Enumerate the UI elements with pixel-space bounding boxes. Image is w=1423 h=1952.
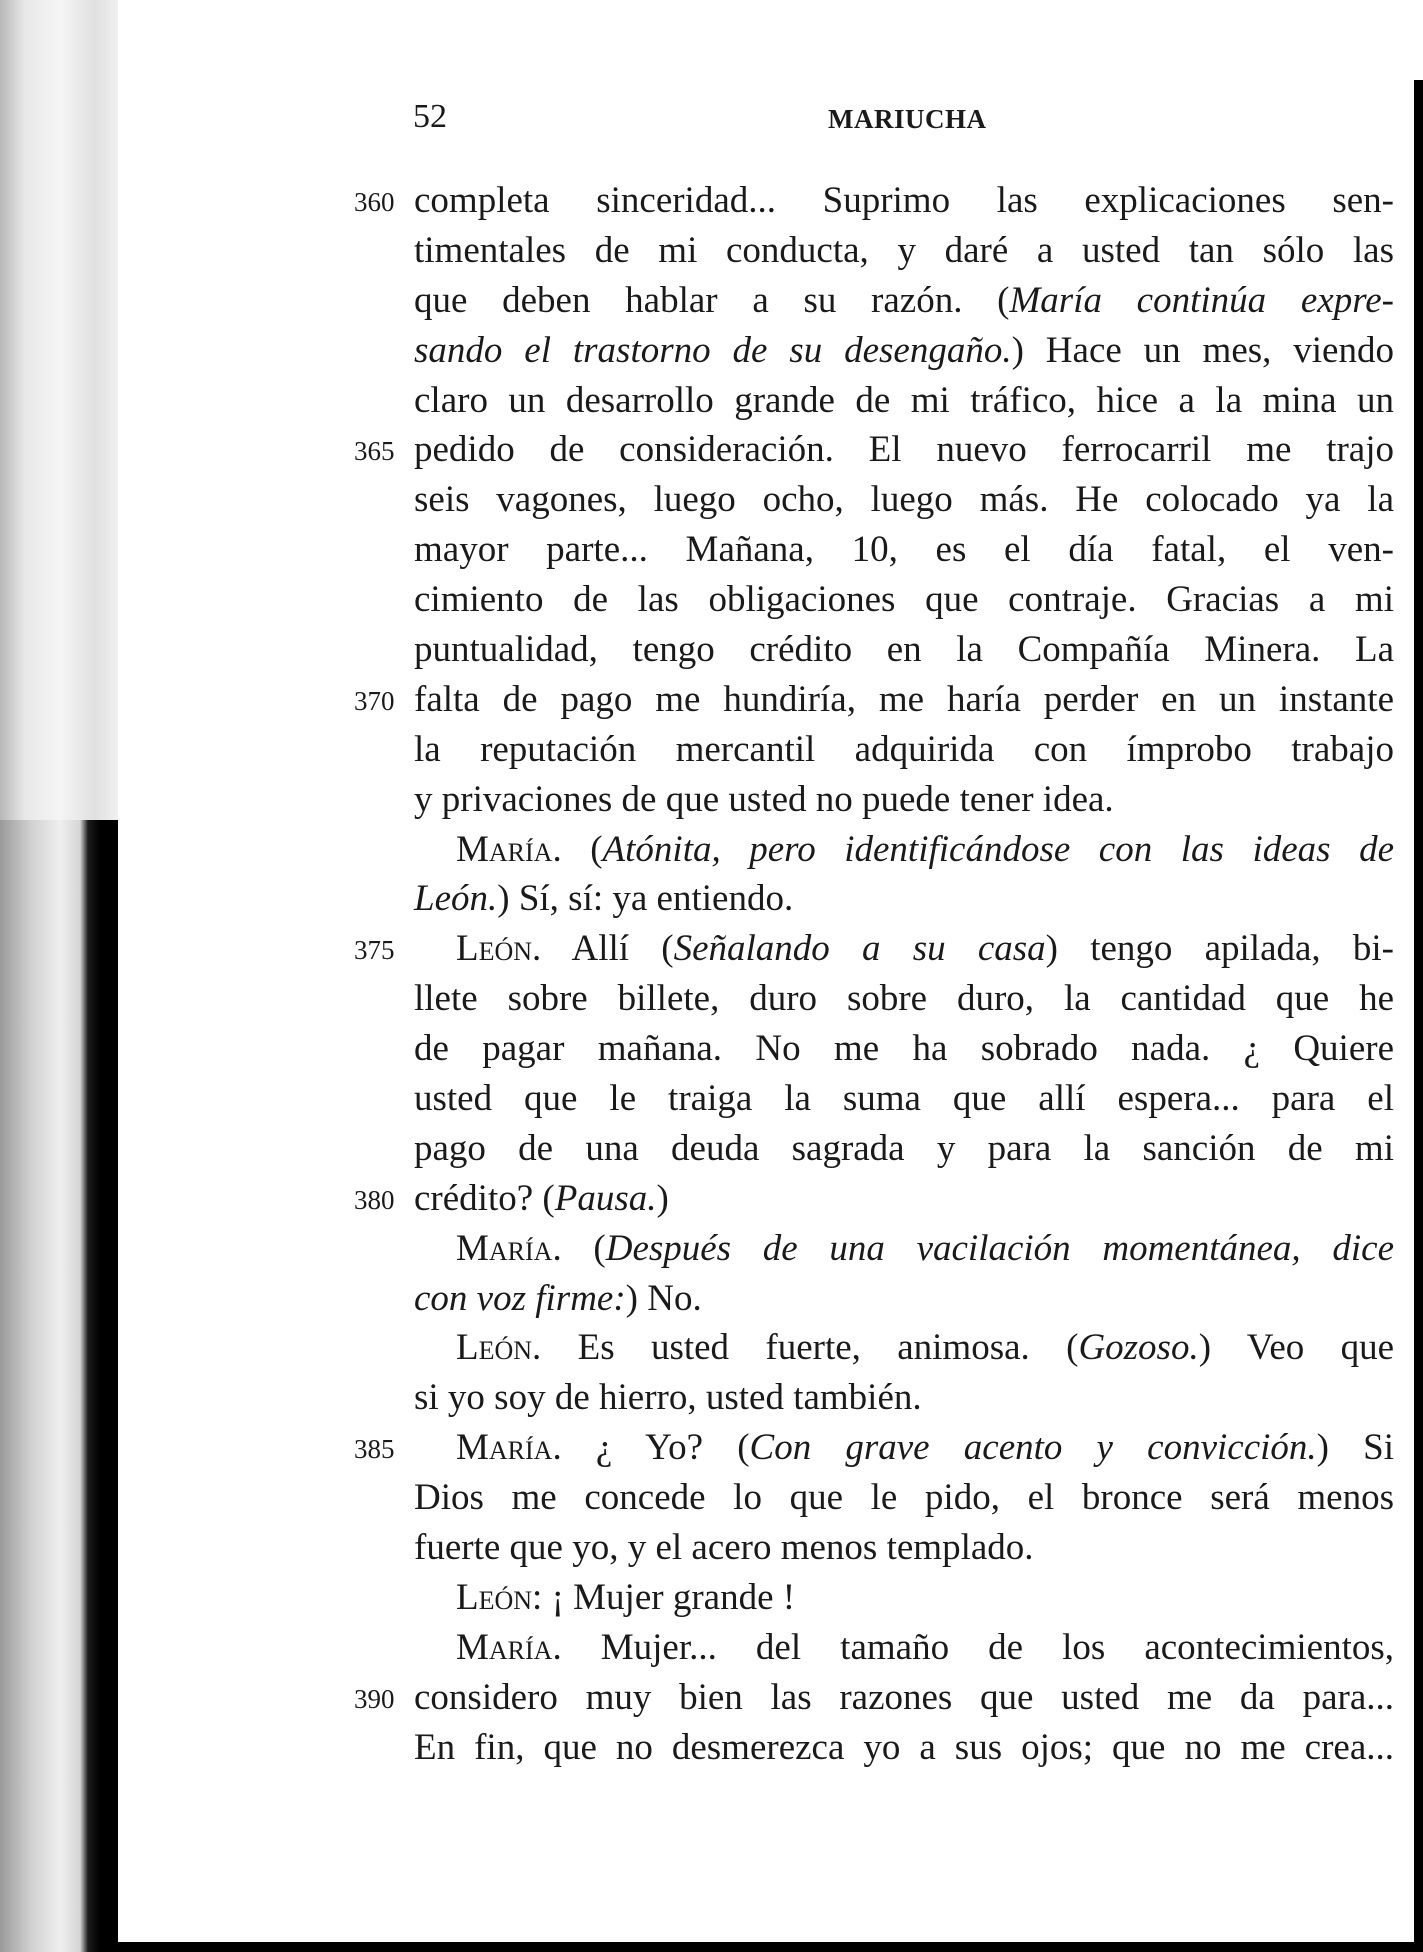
speaker-name: León. bbox=[456, 928, 542, 970]
stage-direction: Gozoso. bbox=[1078, 1327, 1199, 1369]
dialogue-text: ) bbox=[656, 1177, 669, 1219]
dialogue-text: llete sobre billete, duro sobre duro, la cantidad que he bbox=[414, 978, 1394, 1020]
dialogue-text: completa sinceridad... Suprimo las explicaciones sen- bbox=[414, 180, 1394, 221]
dialogue-text: ) tengo apilada, bi- bbox=[1045, 928, 1395, 970]
line-number: 360 bbox=[354, 187, 395, 217]
dialogue-text: fuerte que yo, y el acero menos templado. bbox=[414, 1527, 1034, 1569]
book-gutter-texture bbox=[0, 0, 118, 820]
stage-direction: sando el trastorno de su desengaño. bbox=[414, 329, 1012, 371]
dialogue-text: ( bbox=[561, 828, 603, 870]
running-title: MARIUCHA bbox=[828, 104, 987, 134]
dialogue-text: En fin, que no desmerezca yo a sus ojos; que no me crea... bbox=[414, 1726, 1394, 1768]
dialogue-text: ¿ Yo? ( bbox=[561, 1427, 750, 1469]
dialogue-text: Dios me concede lo que le pido, el bronce será menos bbox=[414, 1477, 1394, 1519]
text-line bbox=[414, 1024, 1394, 1074]
dialogue-text: timentales de mi conducta, y daré a usted tan sólo las bbox=[414, 229, 1394, 271]
page-body bbox=[354, 176, 1395, 1773]
dialogue-text: ( bbox=[561, 1227, 606, 1269]
stage-direction: Con grave acento y convicción. bbox=[749, 1427, 1317, 1469]
page-number: 52 bbox=[413, 98, 447, 135]
page-edge-bottom bbox=[118, 1942, 1423, 1952]
text-line bbox=[414, 825, 1394, 875]
text-line bbox=[414, 475, 1394, 525]
dialogue-text: la reputación mercantil adquirida con ímprobo trabajo bbox=[414, 728, 1394, 770]
speaker-name: León: bbox=[456, 1576, 543, 1618]
text-line bbox=[354, 1423, 1395, 1473]
text-line bbox=[414, 874, 1394, 924]
text-line bbox=[414, 376, 1394, 426]
line-number: 380 bbox=[354, 1184, 395, 1215]
dialogue-text: ) Veo que bbox=[1198, 1327, 1394, 1369]
text-line bbox=[414, 1623, 1394, 1673]
dialogue-text: Es usted fuerte, animosa. ( bbox=[541, 1327, 1079, 1369]
line-number: 365 bbox=[354, 436, 395, 467]
text-line bbox=[414, 1274, 1394, 1324]
stage-direction: Señalando a su casa bbox=[673, 928, 1046, 970]
dialogue-text: cimiento de las obligaciones que contraje. Gracias a mi bbox=[414, 579, 1394, 621]
dialogue-text: ) Hace un mes, viendo bbox=[1011, 329, 1394, 371]
dialogue-text: y privaciones de que usted no puede tener idea. bbox=[414, 778, 1114, 820]
dialogue-text: pago de una deuda sagrada y para la sanción de mi bbox=[414, 1127, 1394, 1169]
stage-direction: Pausa. bbox=[554, 1177, 657, 1219]
speaker-name: María. bbox=[456, 1427, 562, 1469]
text-line bbox=[414, 575, 1394, 625]
text-line bbox=[354, 425, 1394, 475]
speaker-name: León. bbox=[456, 1327, 542, 1369]
text-line bbox=[354, 924, 1395, 974]
dialogue-text: Mujer... del tamaño de los acontecimientos, bbox=[561, 1626, 1394, 1668]
text-line bbox=[414, 1523, 1394, 1573]
speaker-name: María. bbox=[456, 828, 562, 870]
text-line bbox=[354, 1174, 1394, 1224]
text-line bbox=[414, 1373, 1394, 1423]
dialogue-text: mayor parte... Mañana, 10, es el día fatal, el ven- bbox=[414, 529, 1394, 571]
dialogue-text: falta de pago me hundiría, me haría perder en un instante bbox=[414, 678, 1394, 720]
speaker-name: María. bbox=[456, 1227, 562, 1269]
text-line bbox=[414, 1323, 1394, 1373]
dialogue-text: claro un desarrollo grande de mi tráfico, hice a la mina un bbox=[414, 379, 1394, 421]
text-line bbox=[414, 525, 1394, 575]
text-line bbox=[414, 1573, 1394, 1623]
text-line bbox=[414, 625, 1394, 675]
text-line bbox=[414, 326, 1394, 376]
dialogue-text: crédito? ( bbox=[414, 1177, 555, 1219]
text-line bbox=[414, 1723, 1394, 1773]
text-line bbox=[414, 276, 1394, 326]
text-line bbox=[414, 1224, 1394, 1274]
dialogue-text: seis vagones, luego ocho, luego más. He colocado ya la bbox=[414, 479, 1394, 521]
line-number: 375 bbox=[354, 935, 395, 966]
text-line bbox=[414, 725, 1394, 775]
line-number: 370 bbox=[354, 685, 395, 716]
text-line bbox=[354, 1673, 1394, 1723]
dialogue-text: ¡ Mujer grande ! bbox=[542, 1576, 796, 1618]
text-line bbox=[414, 1124, 1394, 1174]
dialogue-text: ) Sí, sí: ya entiendo. bbox=[497, 878, 794, 920]
dialogue-text: que deben hablar a su razón. ( bbox=[414, 279, 1010, 321]
dialogue-text: si yo soy de hierro, usted también. bbox=[414, 1377, 922, 1419]
line-number: 385 bbox=[354, 1434, 395, 1465]
text-line bbox=[414, 974, 1394, 1024]
text-line bbox=[354, 675, 1394, 725]
stage-direction: Atónita, pero identificándose con las ideas de bbox=[602, 828, 1394, 870]
text-line bbox=[414, 1473, 1394, 1523]
line-number: 390 bbox=[354, 1683, 395, 1714]
stage-direction: León. bbox=[414, 878, 498, 920]
text-line bbox=[414, 775, 1394, 825]
dialogue-text: de pagar mañana. No me ha sobrado nada. ¿ Quiere bbox=[414, 1028, 1394, 1070]
stage-direction: con voz firme: bbox=[414, 1277, 626, 1319]
stage-direction: María continúa expre- bbox=[1009, 279, 1394, 321]
dialogue-text: ) Si bbox=[1316, 1427, 1395, 1469]
text-line bbox=[414, 226, 1394, 276]
dialogue-text: Allí ( bbox=[541, 928, 674, 970]
speaker-name: María. bbox=[456, 1626, 562, 1668]
text-line bbox=[414, 1074, 1394, 1124]
dialogue-text: pedido de consideración. El nuevo ferrocarril me trajo bbox=[414, 429, 1394, 471]
text-line bbox=[354, 176, 1394, 226]
dialogue-text: considero muy bien las razones que usted me da para... bbox=[414, 1676, 1394, 1718]
dialogue-text: usted que le traiga la suma que allí espera... para el bbox=[414, 1078, 1394, 1120]
dialogue-text: puntualidad, tengo crédito en la Compañía Minera. La bbox=[414, 629, 1394, 671]
dialogue-text: ) No. bbox=[625, 1277, 702, 1319]
stage-direction: Después de una vacilación momentánea, dice bbox=[605, 1227, 1394, 1269]
page-edge-right bbox=[1414, 80, 1423, 1952]
